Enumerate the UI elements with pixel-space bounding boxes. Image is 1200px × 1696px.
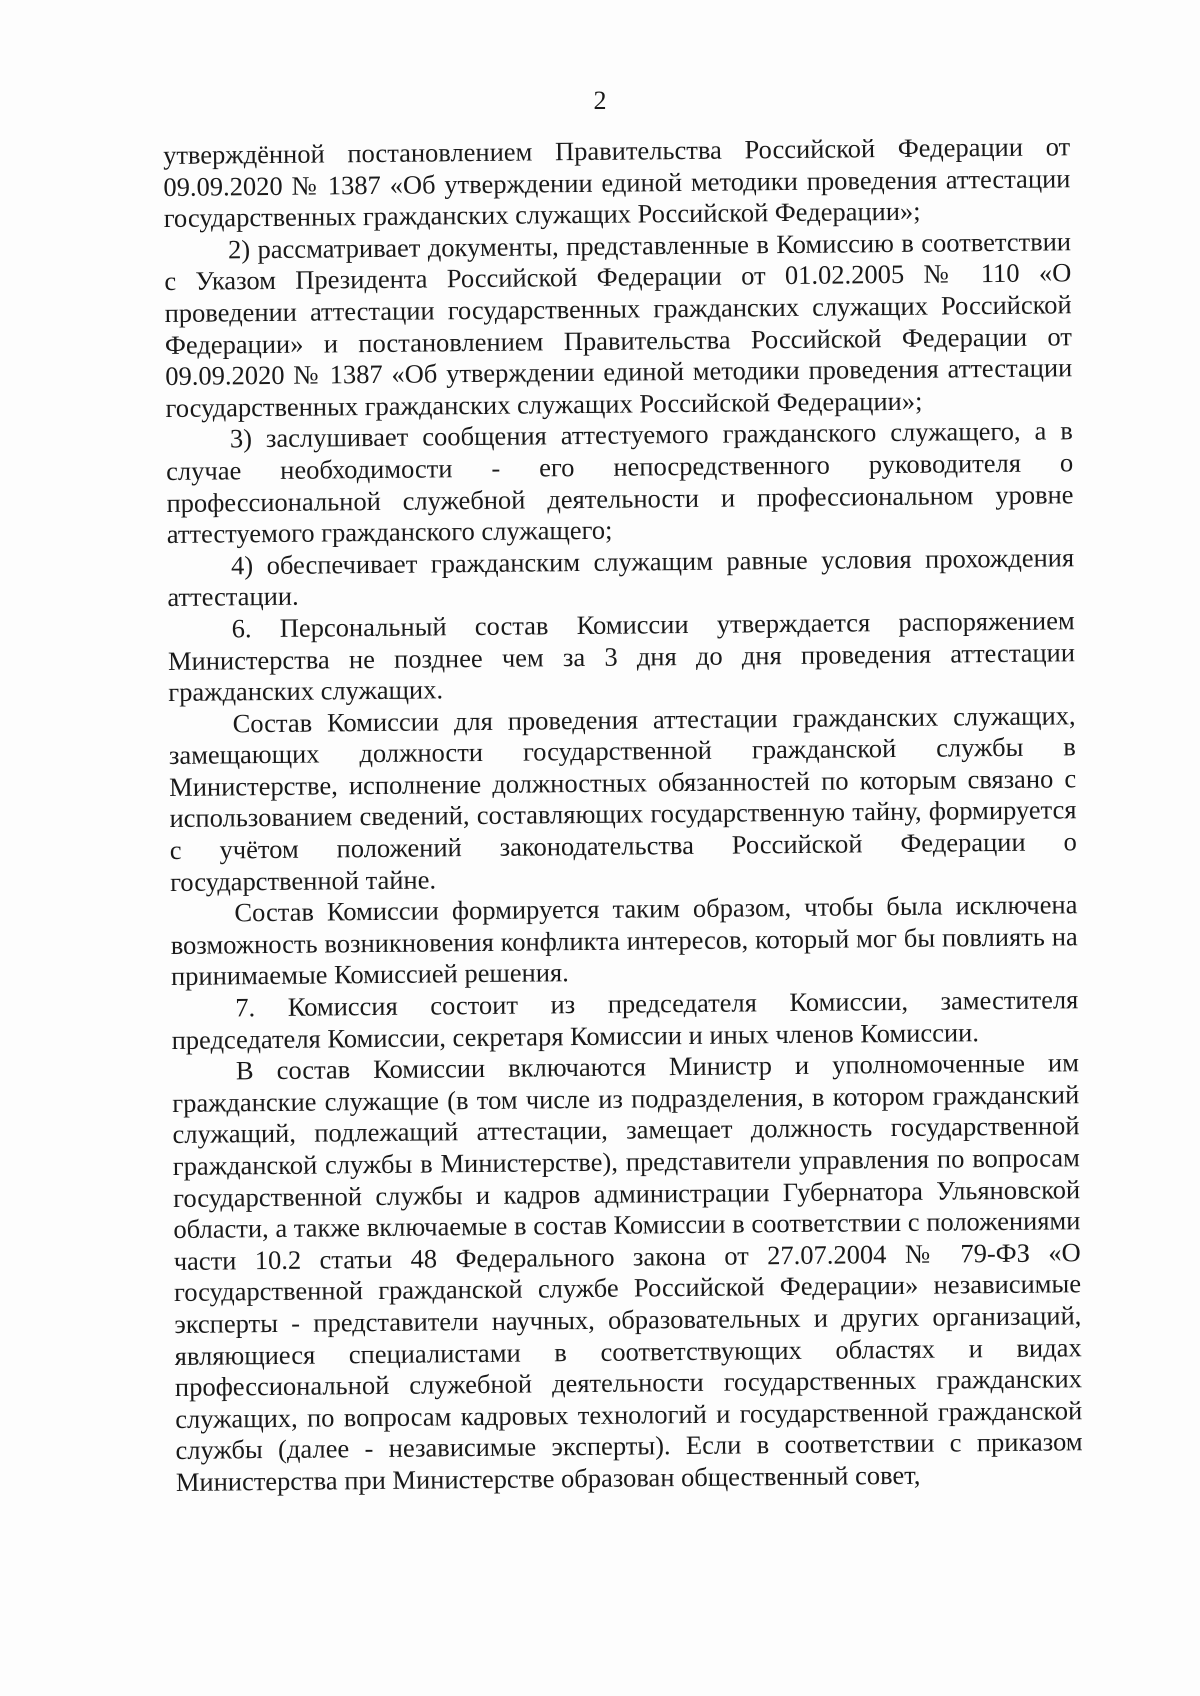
paragraph-item-4: 4) обеспечивает гражданским служащим равные условия прохождения аттестации. xyxy=(167,541,1075,613)
paragraph-item-2: 2) рассматривает документы, представленные в Комиссию в соответствии с Указом Президента Российской Федерации от 01.02.2005 № 110 «О проведении аттестации государственных гражданских служащих Российской Федерации» и постановлением Правительства Российской Федерации от 09.09.2020 № 1387 «Об утверждении единой методики проведения аттестации государственных гражданских служащих Российской Федерации»; xyxy=(164,226,1073,423)
document-body xyxy=(163,131,1083,1498)
paragraph-section-7: 7. Комиссия состоит из председателя Комиссии, заместителя председателя Комиссии, секретаря Комиссии и иных членов Комиссии. xyxy=(171,984,1079,1055)
page-number: 2 xyxy=(593,86,607,115)
paragraph-section-6: 6. Персональный состав Комиссии утверждается распоряжением Министерства не позднее чем за 3 дня до дня проведения аттестации гражданских служащих. xyxy=(167,605,1076,708)
paragraph-conflict-of-interest: Состав Комиссии формируется таким образом, чтобы была исключена возможность возникновения конфликта интересов, который мог бы повлиять на принимаемые Комиссией решения. xyxy=(170,889,1078,992)
paragraph-continuation: утверждённой постановлением Правительства Российской Федерации от 09.09.2020 № 1387 «Об утверждении единой методики проведения аттестации государственных гражданских служащих Российской Федерации»; xyxy=(163,131,1071,234)
paragraph-commission-composition-secrecy: Состав Комиссии для проведения аттестации гражданских служащих, замещающих должности государственной гражданской службы в Министерстве, исполнение должностных обязанностей по которым связано с использованием сведений, составляющих государственную тайну, формируется с учётом положений законодательства Российской Федерации о государственной тайне. xyxy=(168,699,1077,897)
paragraph-item-3: 3) заслушивает сообщения аттестуемого гражданского служащего, а в случае необходимости - его непосредственного руководителя о профессиональной служебной деятельности и профессиональном уровне аттестуемого гражданского служащего; xyxy=(166,415,1074,550)
paragraph-commission-members: В состав Комиссии включаются Министр и уполномоченные им гражданские служащие (в том числе из подразделения, в котором гражданский служащий, подлежащий аттестации, замещает должность государственной гражданской службы в Министерстве), представители управления по вопросам государственной службы и кадров администрации Губернатора Ульяновской области, а также включаемые в состав Комиссии в соответствии с положениями части 10.2 статьи 48 Федерального закона от 27.07.2004 № 79-ФЗ «О государственной гражданской службе Российской Федерации» независимые эксперты - представители научных, образовательных и других организаций, являющиеся специалистами в соответствующих областях и видах профессиональной служебной деятельности государственных гражданских служащих, по вопросам кадровых технологий и государственной гражданской службы (далее - независимые эксперты). Если в соответствии с приказом Министерства при Министерстве образован общественный совет, xyxy=(172,1047,1083,1497)
